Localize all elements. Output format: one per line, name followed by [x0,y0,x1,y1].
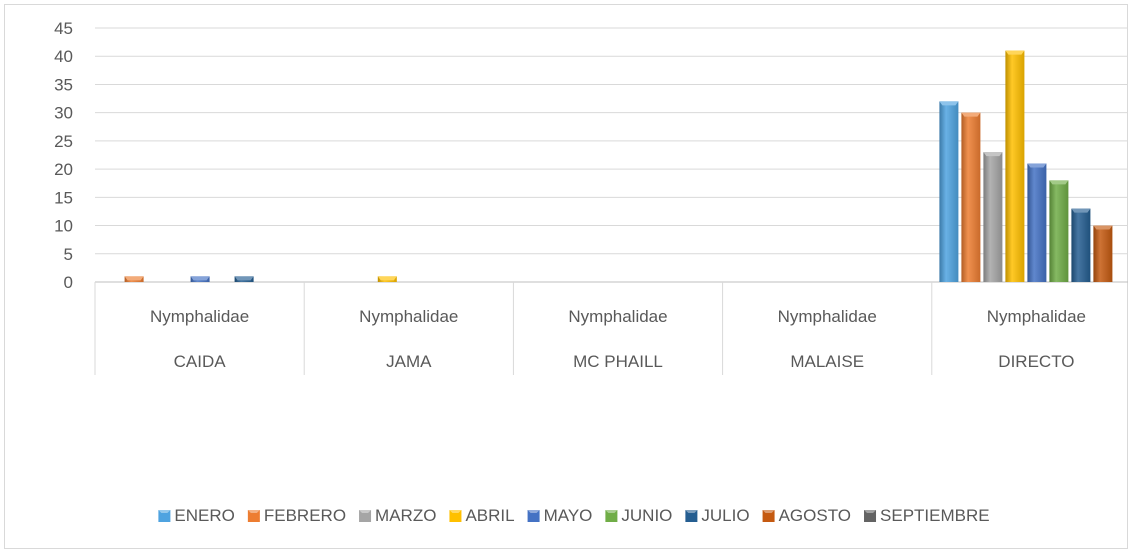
bar-bevel [1049,180,1068,184]
legend[interactable] [158,506,989,525]
bar-bevel [1093,226,1112,230]
legend-label[interactable]: JULIO [701,506,750,525]
category-sub-label: Nymphalidae [359,307,459,326]
category-sub-label: Nymphalidae [986,307,1087,326]
y-tick-label: 5 [63,244,73,264]
y-tick-label: 35 [54,75,73,95]
bar [1049,180,1068,282]
y-tick-label: 25 [54,131,73,151]
bar [961,113,980,282]
category-group-label: MC PHAILL [573,352,663,371]
y-tick-label: 20 [54,160,73,180]
legend-label[interactable]: AGOSTO [778,506,852,525]
y-tick-label: 0 [63,273,73,292]
bar-bevel [1071,209,1090,213]
bar [939,101,958,282]
bar-bevel [961,113,980,117]
bar-bevel [191,276,210,280]
bar-bevel [939,101,958,105]
bar [1071,209,1090,282]
y-tick-label: 30 [54,103,73,123]
category-group-label: CAIDA [173,352,226,371]
legend-label[interactable]: MAYO [543,506,593,525]
bar [983,152,1002,282]
category-group-label: JAMA [386,352,432,371]
category-axis-labels [95,282,1086,375]
y-tick-label: 10 [54,216,73,236]
bar-bevel [983,152,1002,156]
category-sub-label: Nymphalidae [568,307,668,326]
legend-label[interactable]: FEBRERO [263,506,347,525]
bar-bevel [125,276,144,280]
bar-bevel [1027,163,1046,167]
bar [1027,163,1046,282]
bar-bevel [378,276,397,280]
y-tick-label: 15 [54,188,73,208]
legend-label[interactable]: ENERO [174,506,235,525]
y-tick-label: 45 [54,19,73,38]
category-sub-label: Nymphalidae [149,307,250,326]
category-group-label: DIRECTO [998,352,1075,371]
legend-label[interactable]: SEPTIEMBRE [880,506,990,525]
legend-label[interactable]: ABRIL [465,506,515,525]
bar [1093,226,1112,282]
bar-bevel [235,276,254,280]
legend-label[interactable]: JUNIO [621,506,673,525]
bar-bevel [1005,51,1024,55]
category-group-label: MALAISE [790,352,865,371]
category-sub-label: Nymphalidae [777,307,877,326]
bars [125,51,1113,282]
legend-label[interactable]: MARZO [375,506,437,525]
bar [1005,51,1024,282]
y-tick-label: 40 [54,47,73,67]
